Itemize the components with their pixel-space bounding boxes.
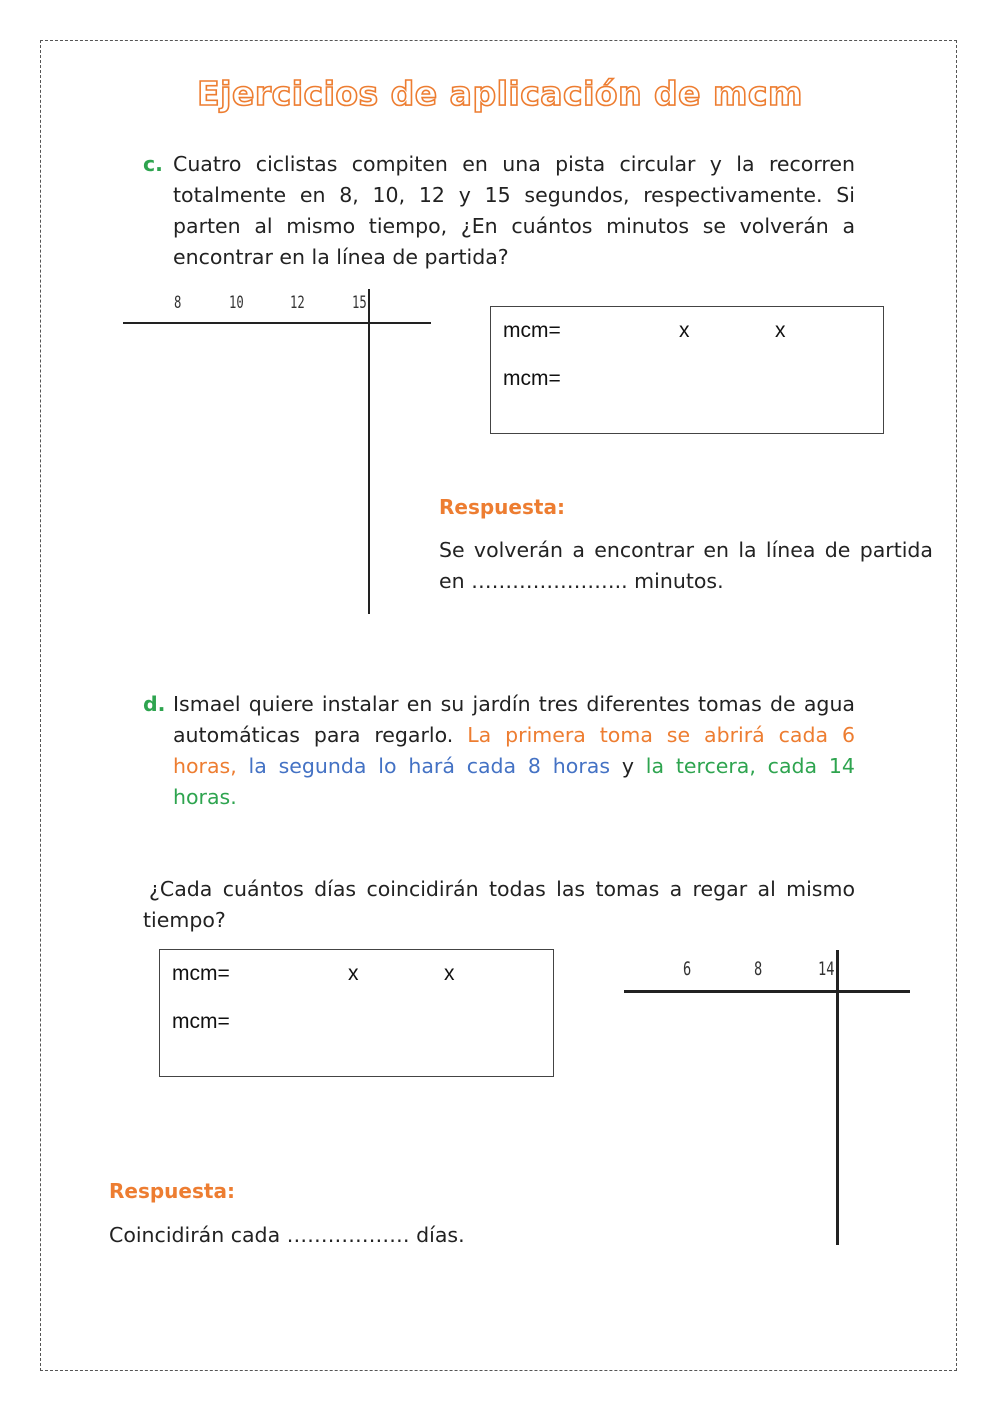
mcm-label: mcm= <box>172 1010 230 1033</box>
exercise-d-question: ¿Cada cuántos días coincidirán todas las tomas a regar al mismo tiempo? <box>143 877 855 932</box>
table-d-vertical-line <box>836 950 839 1245</box>
page-title: Ejercicios de aplicación de mcm <box>197 74 803 113</box>
exercise-d-answer-text: Coincidirán cada ……………… días. <box>109 1223 465 1247</box>
exercise-c-answer-label: Respuesta: <box>439 495 565 519</box>
exercise-d-mcm-box <box>159 949 554 1077</box>
table-c-horizontal-line <box>123 322 431 324</box>
table-d-number: 14 <box>818 958 835 980</box>
table-d-number: 8 <box>754 958 763 980</box>
table-c-number: 10 <box>229 293 244 313</box>
exercise-d-third-tap: la tercera, cada 14 horas. <box>173 754 855 809</box>
exercise-c-mcm-box <box>490 306 884 434</box>
table-c-vertical-line <box>368 289 370 614</box>
exercise-c-text: Cuatro ciclistas compiten en una pista circular y la recorren totalmente en 8, 10, 12 y 15 segundos, respectivamente. Si parten al mismo tiempo, ¿En cuántos minutos se volverán a encontrar en la línea de partida? <box>173 152 855 269</box>
exercise-c-answer-text: Se volverán a encontrar en la línea de partida en ………………….. minutos. <box>439 538 933 593</box>
mcm-label: mcm= <box>172 962 230 985</box>
multiply-sign: x <box>679 319 690 342</box>
mcm-label: mcm= <box>503 319 561 342</box>
exercise-d-intro: Ismael quiere instalar en su jardín tres diferentes tomas de agua automáticas para regarlo. <box>173 692 855 747</box>
multiply-sign: x <box>348 962 359 985</box>
exercise-d-second-tap: la segunda lo hará cada 8 horas <box>236 754 610 778</box>
table-d-horizontal-line <box>624 990 910 993</box>
exercise-d-conjunction: y <box>610 754 646 778</box>
table-c-number: 12 <box>290 293 305 313</box>
exercise-d-first-tap: La primera toma se abrirá cada 6 horas, <box>173 723 855 778</box>
exercise-d-letter: d. <box>143 692 166 716</box>
table-c-number: 8 <box>174 293 182 313</box>
exercise-d-answer-label: Respuesta: <box>109 1179 235 1203</box>
table-c-number: 15 <box>352 293 367 313</box>
multiply-sign: x <box>775 319 786 342</box>
mcm-label: mcm= <box>503 367 561 390</box>
exercise-d-text <box>173 689 855 813</box>
exercise-c-letter: c. <box>143 152 163 176</box>
table-d-number: 6 <box>683 958 692 980</box>
multiply-sign: x <box>444 962 455 985</box>
